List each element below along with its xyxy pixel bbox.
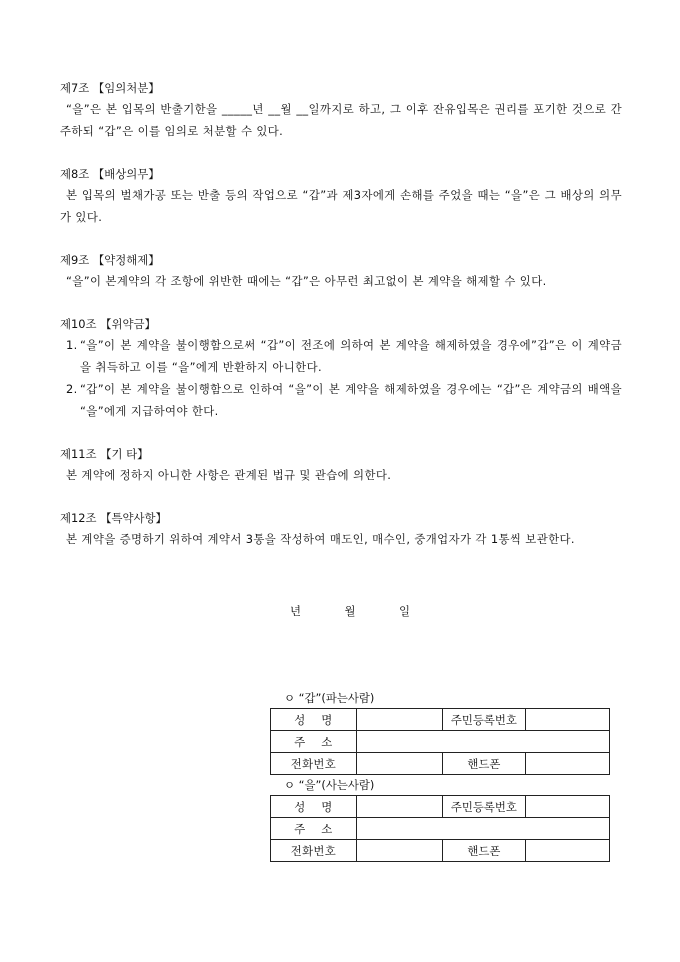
mobile-label: 핸드폰: [442, 753, 526, 775]
phone-label: 전화번호: [271, 840, 357, 862]
id-number-label: 주민등록번호: [442, 709, 526, 731]
seller-name-field[interactable]: [356, 709, 442, 731]
article-heading: 제9조 【약정해제】: [60, 253, 160, 267]
date-month: 월: [344, 604, 356, 618]
name-label: 성 명: [271, 796, 357, 818]
id-number-label: 주민등록번호: [442, 796, 526, 818]
article-heading: 제10조 【위약금】: [60, 317, 156, 331]
article-heading: 제7조 【임의처분】: [60, 81, 160, 95]
article-paragraph: “을”은 본 입목의 반출기한을 _____년 __월 __일까지로 하고, 그 이후 잔유입목은 권리를 포기한 것으로 간주하되 “갑”은 이를 임의로 처분할 수 있다.: [60, 102, 622, 138]
article-10: [60, 314, 622, 422]
article-heading: 제11조 【기 타】: [60, 447, 149, 461]
list-item-text: “갑”이 본 계약을 불이행함으로 인하여 “을”이 본 계약을 해제하였을 경우에는 “갑”은 계약금의 배액을 “을”에게 지급하여야 한다.: [80, 382, 622, 418]
article-paragraph: 본 계약을 증명하기 위하여 계약서 3통을 작성하여 매도인, 매수인, 중개업자가 각 1통씩 보관한다.: [66, 532, 575, 546]
buyer-id-number-field[interactable]: [526, 796, 610, 818]
date-year: 년: [290, 604, 302, 618]
article-8: [60, 164, 622, 228]
contract-date: [290, 602, 410, 620]
table-row: [271, 709, 610, 731]
buyer-phone-field[interactable]: [356, 840, 442, 862]
article-paragraph: 본 입목의 벌채가공 또는 반출 등의 작업으로 “갑”과 제3자에게 손해를 주었을 때는 “을”은 그 배상의 의무가 있다.: [60, 188, 622, 224]
article-9: [60, 250, 622, 292]
address-label: 주 소: [271, 731, 357, 753]
buyer-address-field[interactable]: [356, 818, 609, 840]
contract-body: [60, 78, 622, 572]
list-item: [60, 378, 622, 422]
seller-label: ㅇ “갑”(파는사람): [284, 691, 375, 705]
phone-label: 전화번호: [271, 753, 357, 775]
buyer-table: [270, 795, 610, 862]
list-item-number: 1.: [66, 338, 78, 352]
article-7: [60, 78, 622, 142]
mobile-label: 핸드폰: [442, 840, 526, 862]
table-row: [271, 796, 610, 818]
seller-phone-field[interactable]: [356, 753, 442, 775]
article-heading: 제12조 【특약사항】: [60, 511, 167, 525]
article-paragraph: “을”이 본계약의 각 조항에 위반한 때에는 “갑”은 아무런 최고없이 본 계약을 해제할 수 있다.: [66, 274, 547, 288]
seller-address-field[interactable]: [356, 731, 609, 753]
buyer-label: ㅇ “을”(사는사람): [284, 778, 375, 792]
table-row: [271, 753, 610, 775]
seller-block: [270, 688, 610, 862]
article-11: [60, 444, 622, 486]
table-row: [271, 840, 610, 862]
list-item: [60, 334, 622, 378]
list-item-number: 2.: [66, 382, 78, 396]
date-day: 일: [398, 604, 410, 618]
seller-table: [270, 708, 610, 775]
article-paragraph: 본 계약에 정하지 아니한 사항은 관계된 법규 및 관습에 의한다.: [66, 468, 392, 482]
name-label: 성 명: [271, 709, 357, 731]
seller-id-number-field[interactable]: [526, 709, 610, 731]
buyer-name-field[interactable]: [356, 796, 442, 818]
list-item-text: “을”이 본 계약을 불이행함으로써 “갑”이 전조에 의하여 본 계약을 해제하였을 경우에”갑”은 이 계약금을 취득하고 이를 “을”에게 반환하지 아니한다.: [80, 338, 622, 374]
table-row: [271, 731, 610, 753]
address-label: 주 소: [271, 818, 357, 840]
article-12: [60, 508, 622, 550]
buyer-mobile-field[interactable]: [526, 840, 610, 862]
article-heading: 제8조 【배상의무】: [60, 167, 160, 181]
table-row: [271, 818, 610, 840]
seller-mobile-field[interactable]: [526, 753, 610, 775]
